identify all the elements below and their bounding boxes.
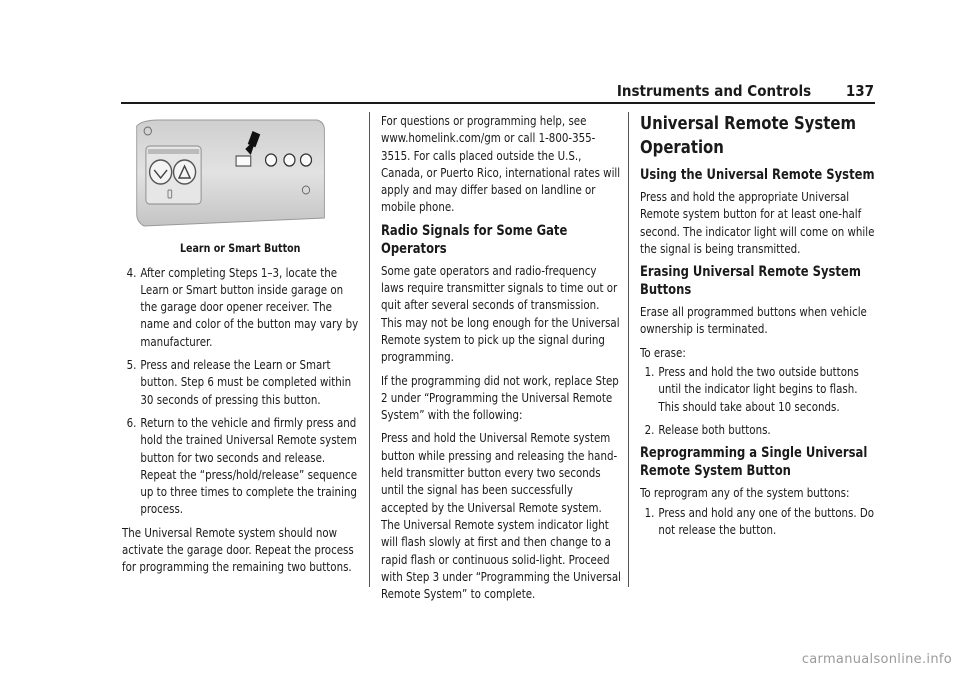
step-text: Press and hold the two outside buttons until the indicator light begins to flash. This should take about 10 seconds. [658, 364, 859, 414]
step-number: 1. [644, 364, 655, 380]
paragraph: The Universal Remote system should now activate the garage door. Repeat the process for programming the remaining two buttons. [122, 524, 354, 575]
list-item [640, 363, 876, 415]
section-heading: Using the Universal Remote System [640, 167, 875, 183]
paragraph: To erase: [640, 344, 686, 360]
paragraph: Press and hold the appropriate Universal Remote system button for at least one-half second. The indicator light will come on while the signal is being transmitted. [640, 189, 875, 256]
learn-button-figure [133, 118, 326, 228]
column-2 [381, 112, 622, 608]
step-number: 1. [644, 504, 655, 520]
paragraph: Erase all programmed buttons when vehicle ownership is terminated. [640, 304, 867, 337]
list-item [640, 421, 876, 438]
steps-list [122, 264, 358, 518]
header-rule [121, 102, 875, 104]
list-item [122, 356, 358, 408]
figure-caption: Learn or Smart Button [179, 241, 301, 256]
section-heading: Reprogramming a Single Universal Remote System Button [640, 445, 868, 480]
column-divider [628, 112, 629, 587]
column-1 [122, 112, 358, 582]
section-heading: Erasing Universal Remote System Buttons [640, 264, 861, 299]
step-number: 2. [644, 421, 655, 437]
column-divider [369, 112, 370, 587]
step-number: 4. [126, 264, 137, 280]
step-text: Return to the vehicle and firmly press and hold the trained Universal Remote system button for two seconds and release. Repeat the “press/hold/release” sequence up to three times to complete the training process. [140, 414, 358, 517]
step-number: 6. [126, 414, 137, 430]
list-item [122, 264, 358, 350]
step-text: Press and release the Learn or Smart button. Step 6 must be completed within 30 seconds of pressing this button. [140, 357, 352, 407]
page-header [0, 82, 874, 102]
section-heading: Radio Signals for Some Gate Operators [381, 222, 568, 257]
erase-steps-list [640, 363, 876, 438]
reprogram-steps-list [640, 504, 876, 539]
list-item [640, 504, 876, 539]
step-text: Press and hold any one of the buttons. Do not release the button. [658, 504, 875, 537]
paragraph: If the programming did not work, replace Step 2 under “Programming the Universal Remote System” with the following: [381, 372, 619, 423]
list-item [122, 414, 358, 518]
step-number: 5. [126, 357, 137, 373]
paragraph: For questions or programming help, see www.homelink.com/gm or call 1-800-355-3515. For calls placed outside the U.S., Canada, or Puerto Rico, international rates will apply and may differ based on landline or mobile phone. [381, 113, 621, 215]
paragraph: Some gate operators and radio-frequency laws require transmitter signals to time out or quit after several seconds of transmission. This may not be long enough for the Universal Remote system to pick up the signal during programming. [381, 262, 620, 365]
page-title: Universal Remote System Operation [640, 113, 857, 158]
column-3 [640, 112, 876, 544]
step-text: After completing Steps 1–3, locate the Learn or Smart button inside garage on the garage door opener receiver. The name and color of the button may vary by manufacturer. [140, 264, 359, 349]
page-number: 137 [845, 82, 874, 100]
paragraph: To reprogram any of the system buttons: [640, 485, 850, 501]
step-text: Release both buttons. [658, 421, 771, 437]
section-title: Instruments and Controls [616, 82, 812, 100]
watermark: carmanualsonline.info [801, 652, 952, 667]
paragraph: Press and hold the Universal Remote system button while pressing and releasing the hand-held transmitter button every two seconds until the signal has been successfully accepted by the Universal Remote system. The Universal Remote system indicator light will flash slowly at first and then change to a rapid flash or continuous solid-light. Proceed with Step 3 under “Programming the Universal Remote System” to complete. [381, 430, 622, 602]
